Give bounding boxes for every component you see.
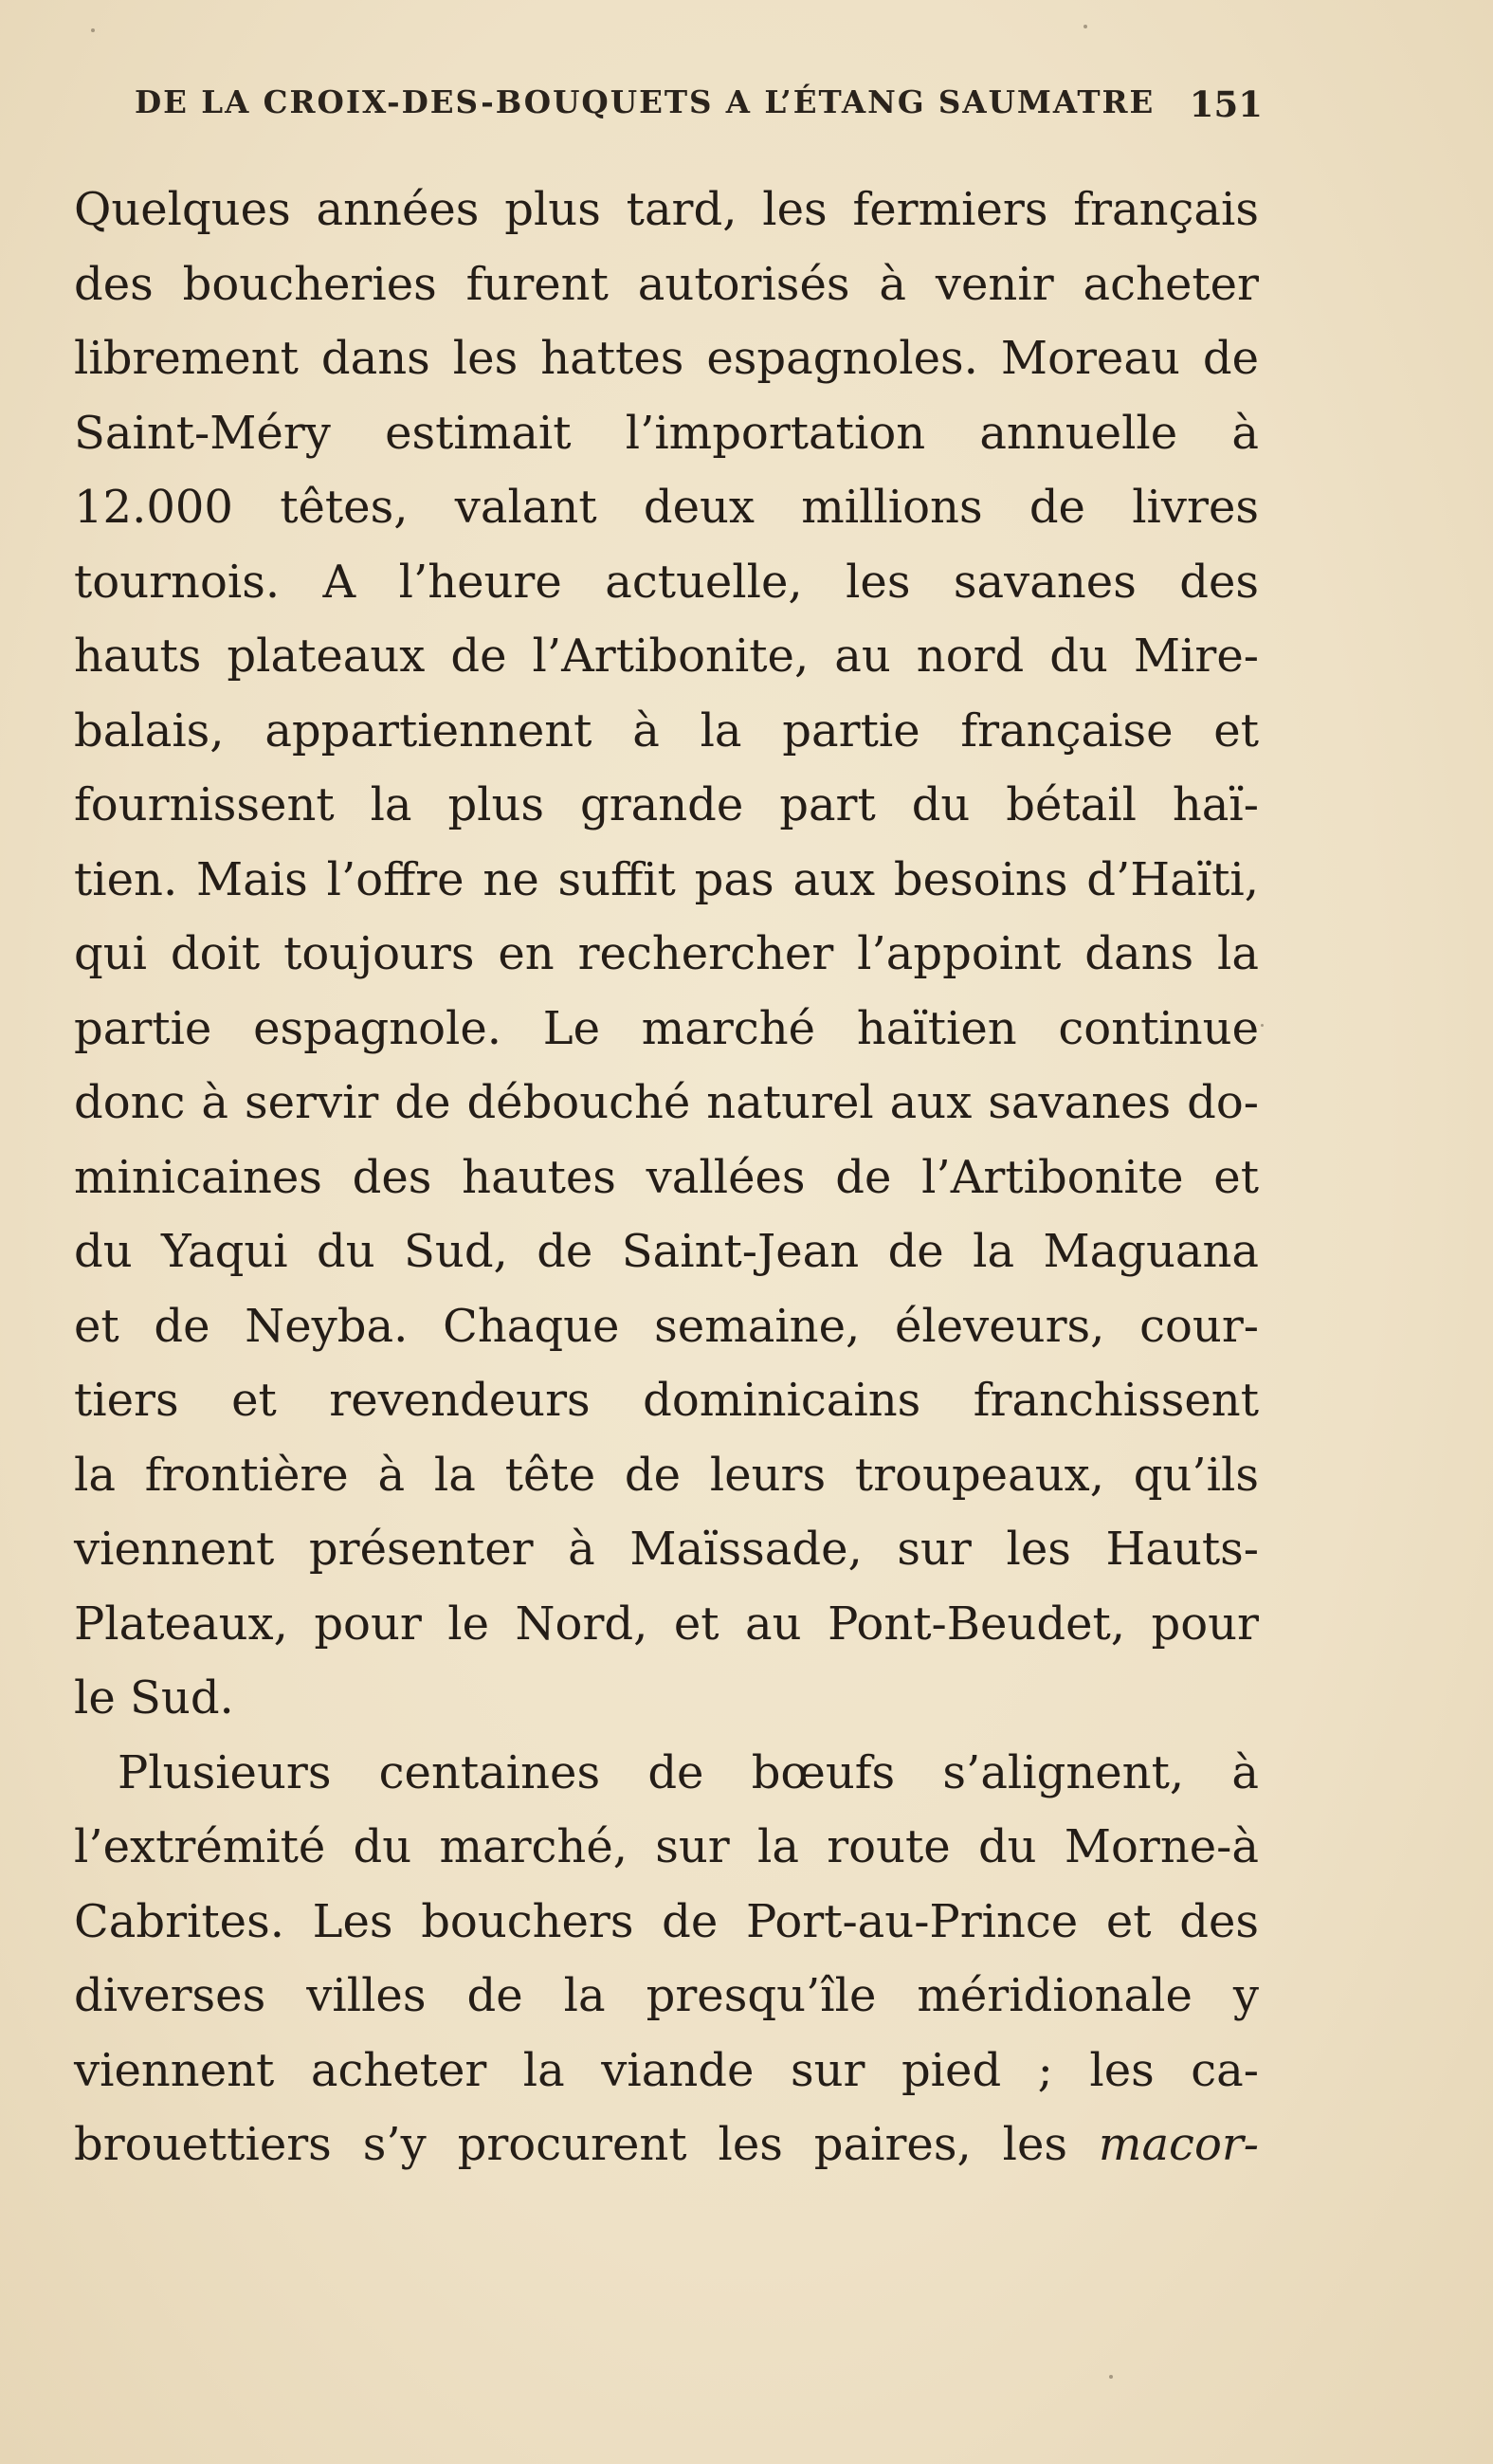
text-line: tournois. A l’heure actuelle, les savanes des [74,555,1259,609]
paper-speck [1083,25,1087,28]
body-text [74,173,1259,2182]
paragraph-1 [74,173,1259,1736]
page-header [135,83,1263,140]
text-line: l’extrémité du marché, sur la route du Morne-à [74,1820,1259,1873]
text-line: hauts plateaux de l’Artibonite, au nord du Mire- [74,630,1259,683]
text-line: tien. Mais l’offre ne suffit pas aux besoins d’Haïti, [74,852,1259,906]
text-line: partie espagnole. Le marché haïtien continue [74,1001,1259,1055]
text-line: Plateaux, pour le Nord, et au Pont-Beudet, pour [74,1597,1259,1651]
paper-speck [1109,2375,1113,2379]
text-line: viennent acheter la viande sur pied ; les ca- [74,2043,1259,2097]
page-number: 151 [1189,83,1263,125]
text-line-mixed [74,2108,1259,2182]
text-line: des boucheries furent autorisés à venir acheter [74,257,1259,311]
text-line: et de Neyba. Chaque semaine, éleveurs, cour- [74,1299,1259,1353]
paper-speck [91,28,95,32]
text-line: minicaines des hautes vallées de l’Artibonite et [74,1150,1259,1204]
text-line: Cabrites. Les bouchers de Port-au-Prince et des [74,1894,1259,1948]
text-line: fournissent la plus grande part du bétail haï- [74,778,1259,831]
text-line: Quelques années plus tard, les fermiers français [74,183,1259,236]
text-line: librement dans les hattes espagnoles. Moreau de [74,332,1259,385]
paragraph-2 [74,1736,1259,2182]
text-line: diverses villes de la presqu’île méridionale y [74,1969,1259,2022]
text-line: tiers et revendeurs dominicains franchissent [74,1374,1259,1427]
paper-speck [1261,1024,1264,1027]
text-line: balais, appartiennent à la partie française et [74,703,1259,757]
text-line: le Sud. [74,1671,234,1725]
text-line: 12.000 têtes, valant deux millions de livres [74,481,1259,534]
italic-word: macor- [1098,2118,1259,2171]
text-line: Plusieurs centaines de bœufs s’alignent, à [118,1745,1259,1799]
text-line: la frontière à la tête de leurs troupeaux, qu’ils [74,1448,1259,1502]
running-head: DE LA CROIX-DES-BOUQUETS A L’ÉTANG SAUMATRE [135,83,1156,120]
text-line: qui doit toujours en rechercher l’appoint dans la [74,927,1259,980]
text-line: donc à servir de débouché naturel aux savanes do- [74,1076,1259,1129]
text-line: du Yaqui du Sud, de Saint-Jean de la Maguana [74,1225,1259,1278]
text-line: viennent présenter à Maïssade, sur les Hauts- [74,1523,1259,1576]
text-line: Saint-Méry estimait l’importation annuelle à [74,406,1259,460]
text-run: brouettiers s’y procurent les paires, les [74,2118,1099,2171]
